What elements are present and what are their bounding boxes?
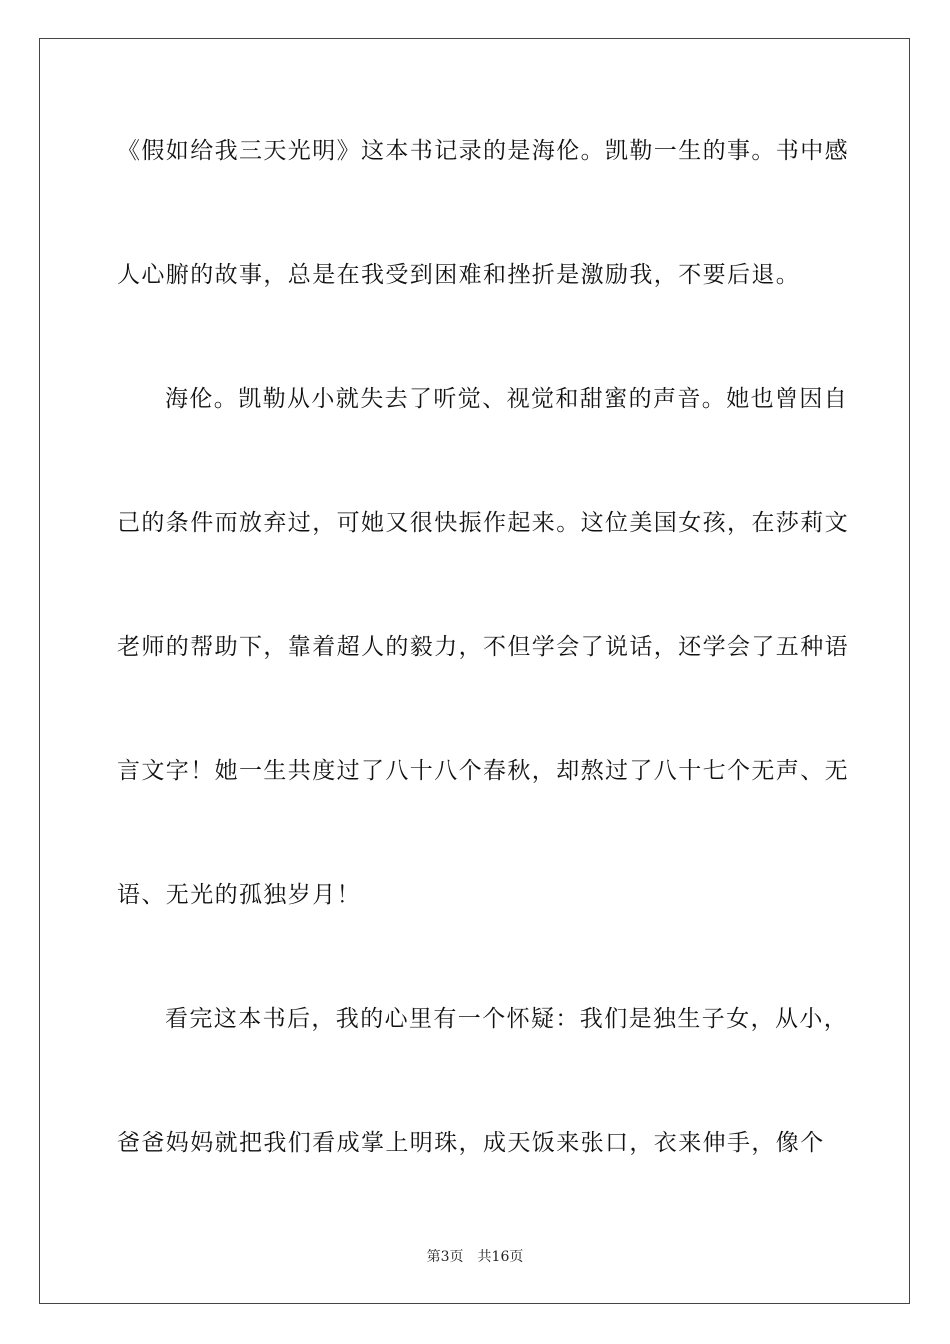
paragraph-line-4: 己的条件而放弃过，可她又很快振作起来。这位美国女孩，在莎莉文 bbox=[117, 510, 849, 536]
paragraph-line-8: 看完这本书后，我的心里有一个怀疑：我们是独生子女，从小， bbox=[165, 1006, 849, 1032]
page-footer bbox=[0, 1248, 950, 1266]
page-number: 第3页 bbox=[426, 1249, 464, 1265]
paragraph-line-1: 《假如给我三天光明》这本书记录的是海伦。凯勒一生的事。书中感 bbox=[117, 138, 849, 164]
paragraph-line-3: 海伦。凯勒从小就失去了听觉、视觉和甜蜜的声音。她也曾因自 bbox=[165, 386, 849, 412]
paragraph-line-5: 老师的帮助下，靠着超人的毅力，不但学会了说话，还学会了五种语 bbox=[117, 634, 849, 660]
paragraph-line-9: 爸爸妈妈就把我们看成掌上明珠，成天饭来张口，衣来伸手，像个 bbox=[117, 1130, 825, 1156]
page-total: 共16页 bbox=[477, 1249, 524, 1265]
page-border bbox=[39, 38, 910, 1304]
paragraph-line-6: 言文字！她一生共度过了八十八个春秋，却熬过了八十七个无声、无 bbox=[117, 758, 849, 784]
paragraph-line-2: 人心腑的故事，总是在我受到困难和挫折是激励我，不要后退。 bbox=[117, 262, 801, 288]
paragraph-line-7: 语、无光的孤独岁月！ bbox=[117, 882, 361, 908]
